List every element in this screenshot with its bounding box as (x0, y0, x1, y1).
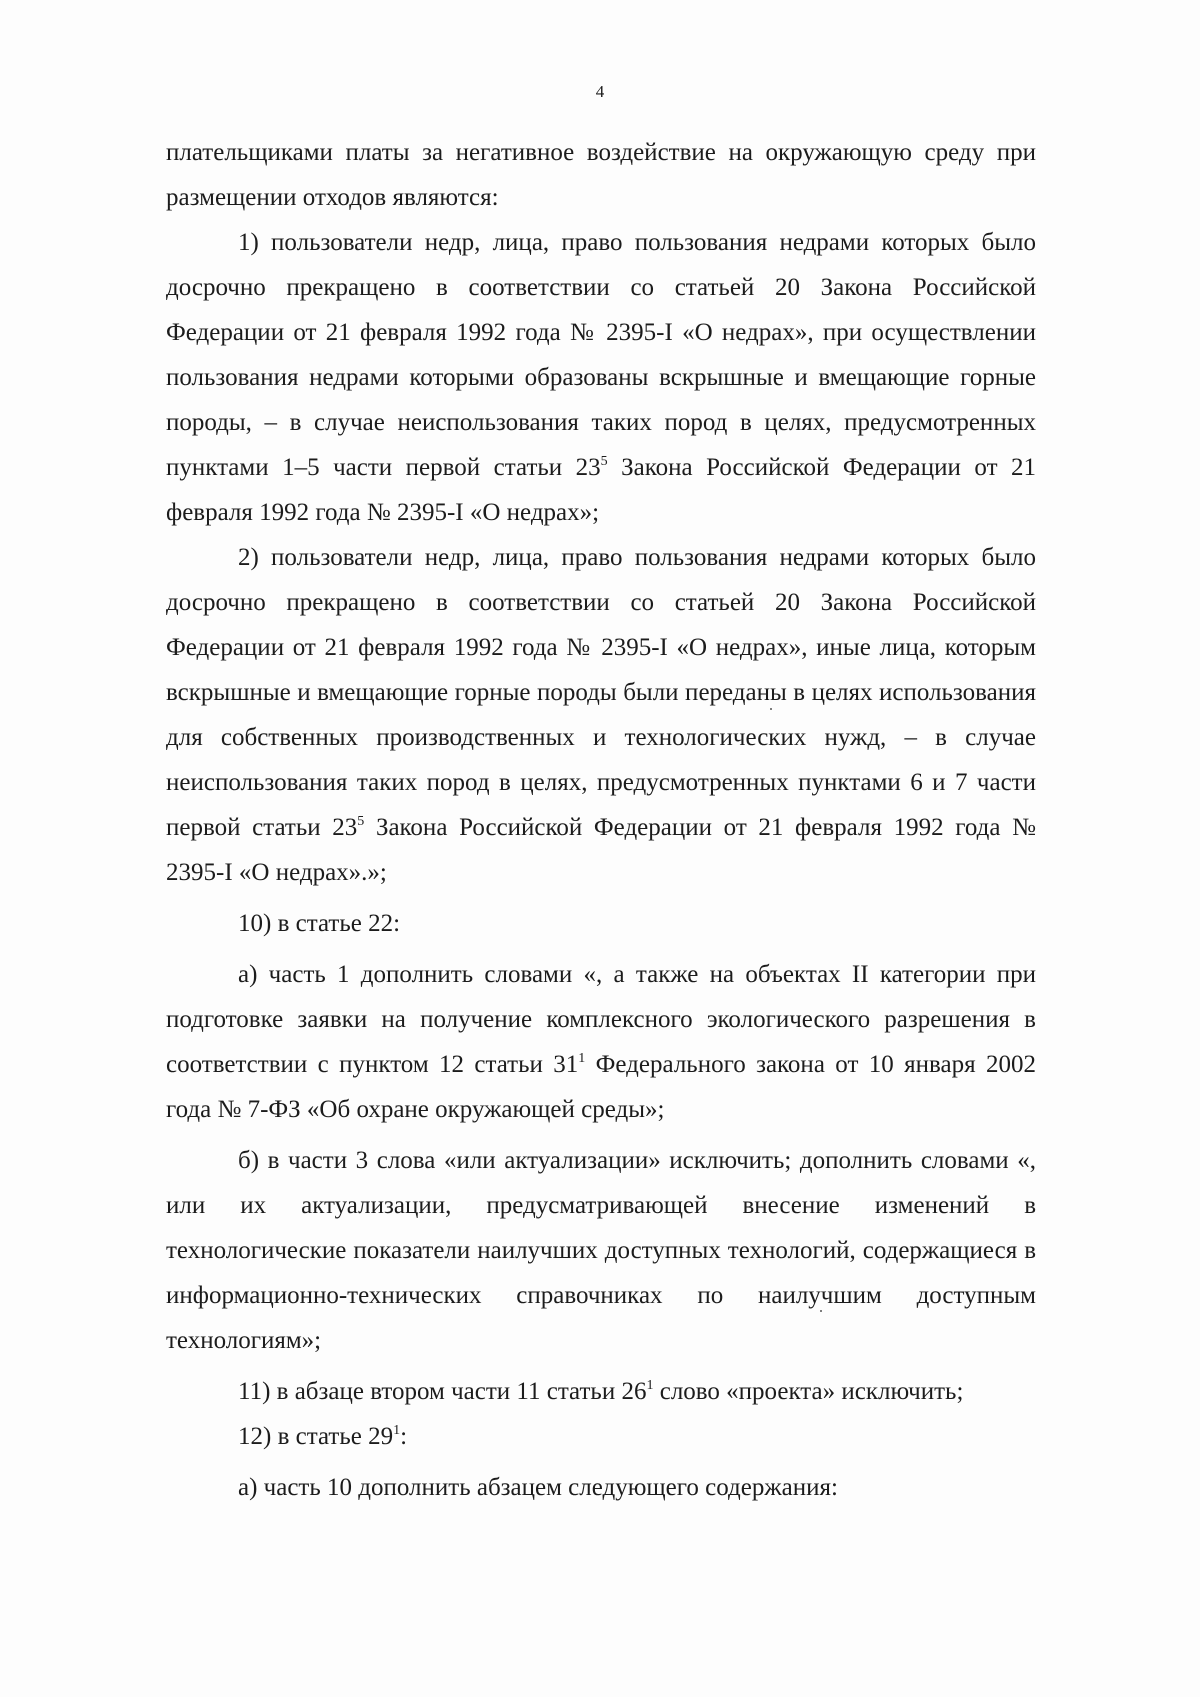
superscript: 5 (357, 814, 365, 829)
superscript: 5 (600, 454, 608, 469)
paragraph-point-10-a: а) часть 1 дополнить словами «, а также на объектах II категории при подготовке заявки на получение комплексного экологического разрешения в соответствии с пунктом 12 статьи $31^1$ Федерального закона от 10 января 2002 года № 7-ФЗ «Об охране окружающей среды»; (166, 961, 1036, 1123)
paragraph-item-1: 1) пользователи недр, лица, право пользования недрами которых было досрочно прекращено в соответствии со статьей 20 Закона Российской Федерации от 21 февраля 1992 года № 2395-I «О недрах», при осуществлении пользования недрами которыми образованы вскрышные и вмещающие горные породы, – в случае неиспользования таких пород в целях, предусмотренных пунктами 1–5 части первой статьи $23^5$ Закона Российской Федерации от 21 февраля 1992 года № 2395-I «О недрах»; (166, 229, 1037, 526)
paragraph-item-2: 2) пользователи недр, лица, право пользования недрами которых было досрочно прекращено в соответствии со статьей 20 Закона Российской Федерации от 21 февраля 1992 года № 2395-I «О недрах», иные лица, которым вскрышные и вмещающие горные породы были переданы в целях использования для собственных производственных и технологических нужд, – в случае неиспользования таких пород в целях, предусмотренных пунктами 6 и 7 части первой статьи $23^5$ Закона Российской Федерации от 21 февраля 1992 года № 2395-I «О недрах».»; (166, 544, 1036, 886)
paragraph-point-11: 11) в абзаце втором части 11 статьи $26^1$ слово «проекта» исключить; (238, 1378, 964, 1405)
scan-speck (770, 708, 772, 710)
paragraph-point-12-a: а) часть 10 дополнить абзацем следующего содержания: (238, 1474, 838, 1501)
scan-speck (820, 1310, 822, 1312)
document-body (166, 130, 1036, 1510)
superscript: 1 (646, 1378, 654, 1393)
paragraph-point-10: 10) в статье 22: (238, 910, 401, 937)
paragraph-payers-intro: плательщиками платы за негативное воздействие на окружающую среду при размещении отходов являются: (166, 139, 1036, 211)
paragraph-point-12: 12) в статье $29^1$: (238, 1423, 408, 1450)
superscript: 1 (393, 1423, 401, 1438)
superscript: 1 (578, 1051, 586, 1066)
paragraph-point-10-b: б) в части 3 слова «или актуализации» исключить; дополнить словами «, или их актуализации, предусматривающей внесение изменений в технологические показатели наилучших доступных технологий, содержащиеся в информационно-технических справочниках по наилучшим доступным технологиям»; (166, 1147, 1036, 1354)
page-number: 4 (595, 82, 605, 101)
